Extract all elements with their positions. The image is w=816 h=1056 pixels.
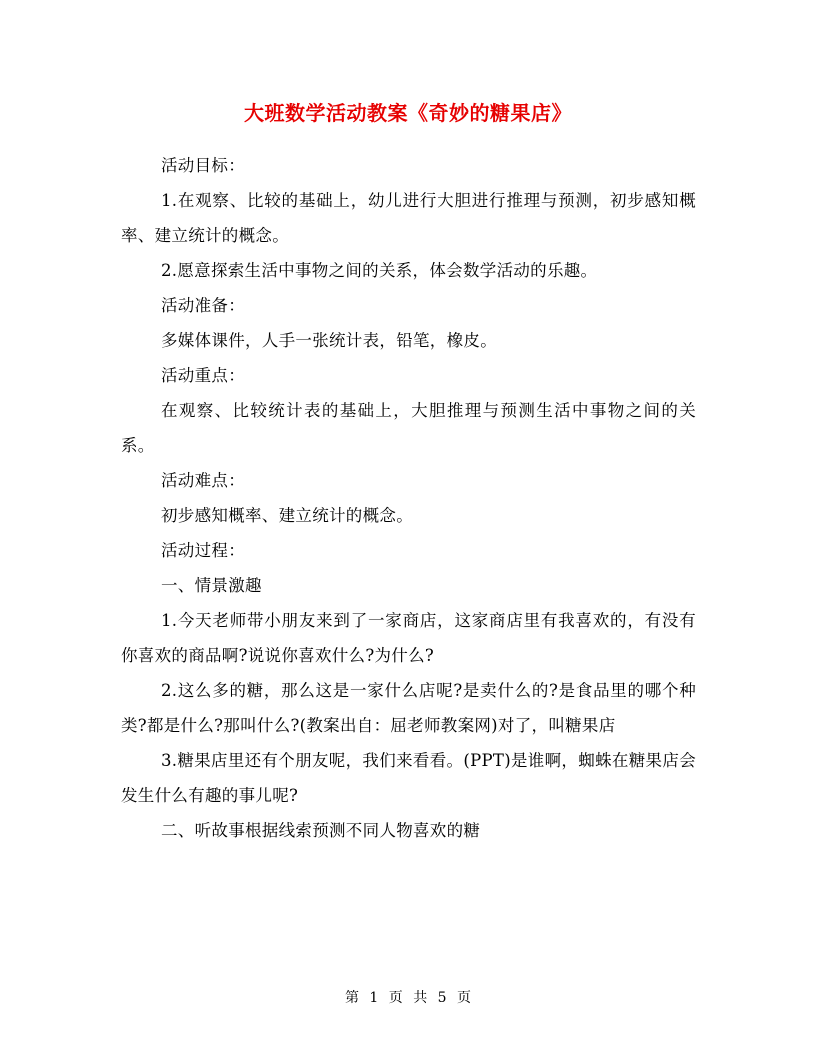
footer-total-pages: 5 xyxy=(437,990,447,1006)
paragraph: 活动目标： xyxy=(161,156,245,175)
paragraph: 多媒体课件，人手一张统计表，铅笔，橡皮。 xyxy=(161,331,497,350)
footer-current-page: 1 xyxy=(369,990,379,1006)
footer-total-unit: 页 xyxy=(457,990,472,1006)
paragraph: 2.愿意探索生活中事物之间的关系，体会数学活动的乐趣。 xyxy=(161,261,598,280)
paragraph: 1.在观察、比较的基础上，幼儿进行大胆进行推理与预测，初步感知概率、建立统计的概念。 xyxy=(121,191,696,245)
paragraph: 1.今天老师带小朋友来到了一家商店，这家商店里有我喜欢的，有没有你喜欢的商品啊?说说你喜欢什么?为什么? xyxy=(121,611,696,665)
document-title: 大班数学活动教案《奇妙的糖果店》 xyxy=(244,101,572,125)
page-footer xyxy=(0,989,816,1007)
document-body xyxy=(121,148,696,848)
paragraph: 2.这么多的糖，那么这是一家什么店呢?是卖什么的?是食品里的哪个种类?都是什么?那叫什么?(教案出自：屈老师教案网)对了，叫糖果店 xyxy=(121,681,696,735)
paragraph: 活动准备： xyxy=(161,296,245,315)
paragraph: 在观察、比较统计表的基础上，大胆推理与预测生活中事物之间的关系。 xyxy=(121,401,696,455)
paragraph: 活动重点： xyxy=(161,366,245,385)
footer-total-label: 共 xyxy=(413,990,428,1006)
footer-page-label: 第 xyxy=(344,990,359,1006)
paragraph: 3.糖果店里还有个朋友呢，我们来看看。(PPT)是谁啊，蜘蛛在糖果店会发生什么有趣的事儿呢? xyxy=(121,751,696,805)
footer-page-unit: 页 xyxy=(388,990,403,1006)
paragraph: 活动过程： xyxy=(161,541,245,560)
paragraph: 一、情景激趣 xyxy=(161,576,262,595)
paragraph: 活动难点： xyxy=(161,471,245,490)
paragraph: 初步感知概率、建立统计的概念。 xyxy=(161,506,413,525)
paragraph: 二、听故事根据线索预测不同人物喜欢的糖 xyxy=(161,821,481,840)
